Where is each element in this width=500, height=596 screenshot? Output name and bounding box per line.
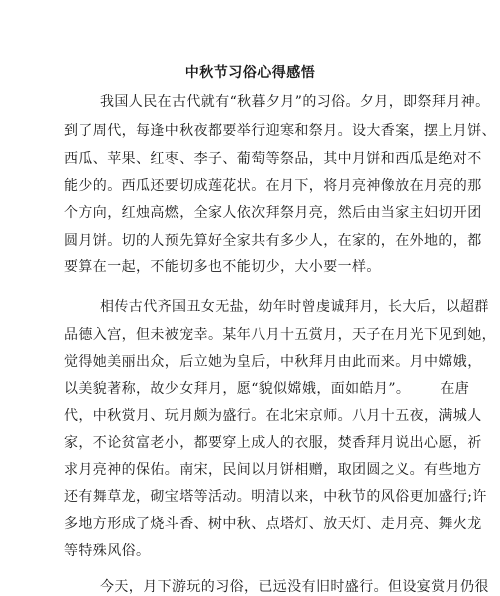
- paragraph-line: 求月亮神的保佑。南宋，民间以月饼相赠，取团圆之义。有些地方: [64, 462, 482, 478]
- paragraph-line: 还有舞草龙，砌宝塔等活动。明清以来，中秋节的风俗更加盛行;许: [64, 489, 487, 505]
- paragraph-line: 觉得她美丽出众，后立她为皇后，中秋拜月由此而来。月中嫦娥，: [64, 354, 482, 370]
- paragraph-line: 能少的。西瓜还要切成莲花状。在月下，将月亮神像放在月亮的那: [64, 178, 482, 194]
- paragraph-line: 圆月饼。切的人预先算好全家共有多少人，在家的，在外地的，都: [64, 233, 482, 249]
- paragraph-line: 等特殊风俗。: [64, 543, 151, 559]
- paragraph-line: 要算在一起，不能切多也不能切少，大小要一样。: [64, 259, 381, 275]
- paragraph-line: 西瓜、苹果、红枣、李子、葡萄等祭品，其中月饼和西瓜是绝对不: [64, 151, 482, 167]
- paragraph-line: 相传古代齐国丑女无盐，幼年时曾虔诚拜月，长大后，以超群: [100, 299, 489, 315]
- paragraph-line: 我国人民在古代就有“秋暮夕月”的习俗。夕月，即祭拜月神。: [100, 94, 490, 110]
- paragraph-line: 代，中秋赏月、玩月颇为盛行。在北宋京师。八月十五夜，满城人: [64, 408, 482, 424]
- paragraph-line: 家，不论贫富老小，都要穿上成人的衣服，焚香拜月说出心愿，祈: [64, 435, 482, 451]
- paragraph-line: 品德入宫，但未被宠幸。某年八月十五赏月，天子在月光下见到她，: [64, 327, 496, 343]
- paragraph-line-text: 以美貌著称，故少女拜月，愿“貌似嫦娥，面如皓月”。: [64, 381, 411, 397]
- paragraph-line: 今天，月下游玩的习俗，已远没有旧时盛行。但设宴赏月仍很: [100, 579, 489, 595]
- paragraph-line: 到了周代，每逢中秋夜都要举行迎寒和祭月。设大香案，摆上月饼、: [64, 123, 496, 139]
- paragraph-line: 多地方形成了烧斗香、树中秋、点塔灯、放天灯、走月亮、舞火龙: [64, 516, 482, 532]
- paragraph-line-tail: 在唐: [440, 381, 470, 397]
- paragraph-line: 个方向，红烛高燃，全家人依次拜祭月亮，然后由当家主妇切开团: [64, 205, 482, 221]
- document-title: 中秋节习俗心得感悟: [184, 65, 316, 81]
- paragraph-line-with-tail: [64, 380, 469, 398]
